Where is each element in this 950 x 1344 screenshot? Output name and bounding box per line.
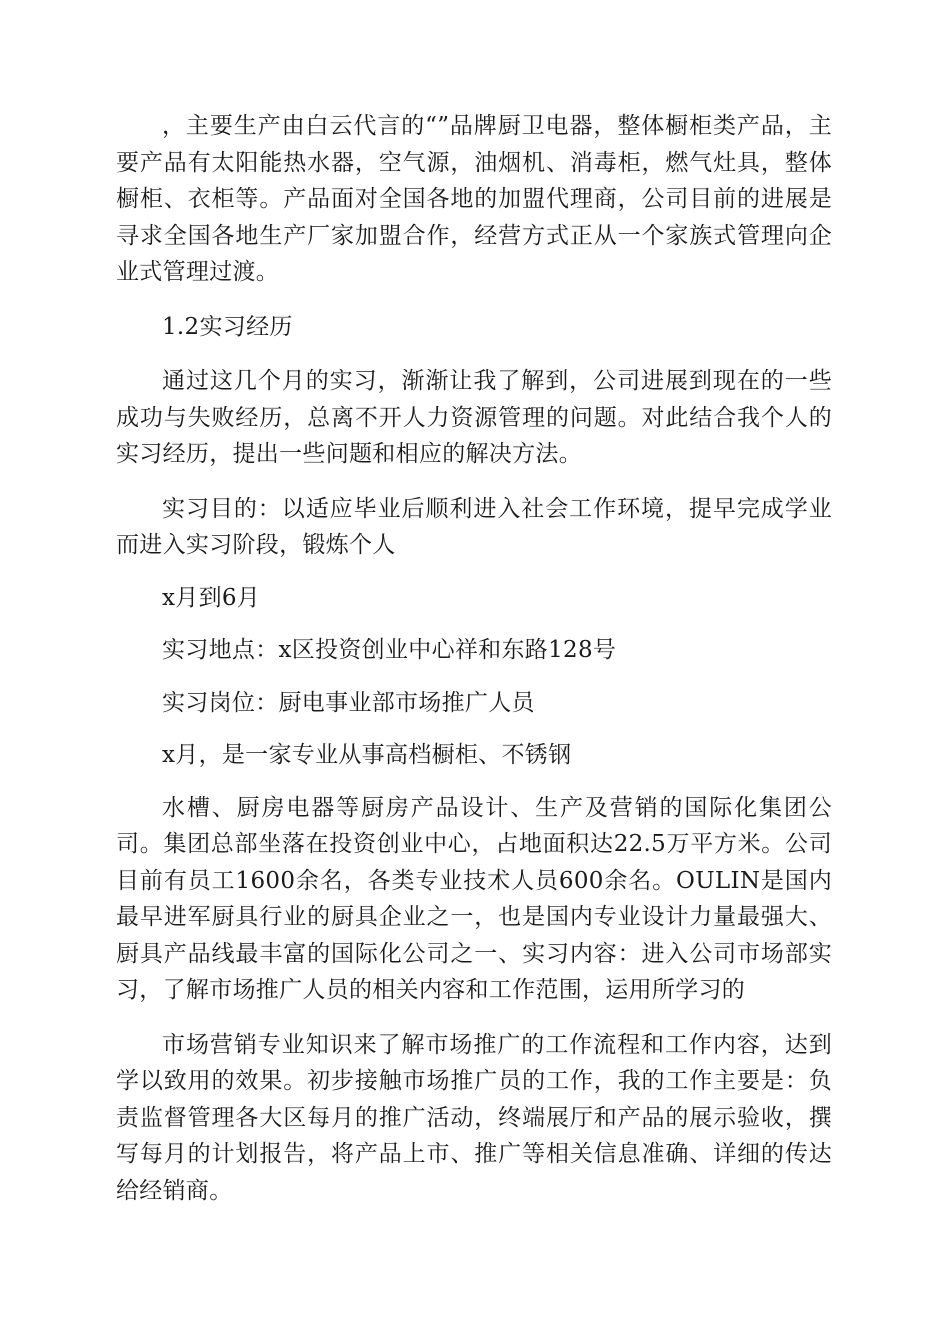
- paragraph-company-intro: x月，是一家专业从事高档橱柜、不锈钢: [162, 742, 572, 768]
- paragraph-company-products: ，主要生产由白云代言的“”品牌厨卫电器，整体橱柜类产品，主要产品有太阳能热水器，空气源，油烟机、消毒柜，燃气灶具，整体橱柜、衣柜等。产品面对全国各地的加盟代理商，公司目前的进展是寻求全国各地生产厂家加盟合作，经营方式正从一个家族式管理向企业式管理过渡。: [116, 113, 832, 285]
- paragraph-internship-purpose: 实习目的：以适应毕业后顺利进入社会工作环境，提早完成学业而进入实习阶段，锻炼个人: [116, 495, 832, 558]
- paragraph-internship-intro: 通过这几个月的实习，渐渐让我了解到，公司进展到现在的一些成功与失败经历，总离不开人力资源管理的问题。对此结合我个人的实习经历，提出一些问题和相应的解决方法。: [116, 368, 832, 467]
- document-page: [116, 108, 832, 1209]
- paragraph-work-content: 市场营销专业知识来了解市场推广的工作流程和工作内容，达到学以致用的效果。初步接触市场推广员的工作，我的工作主要是：负责监督管理各大区每月的推广活动，终端展厅和产品的展示验收，撰写每月的计划报告，将产品上市、推广等相关信息准确、详细的传达给经销商。: [116, 1031, 832, 1204]
- paragraph-company-details: 水槽、厨房电器等厨房产品设计、生产及营销的国际化集团公司。集团总部坐落在投资创业中心，占地面积达22.5万平方米。公司目前有员工1600余名，各类专业技术人员600余名。OULIN是国内最早进军厨具行业的厨具企业之一，也是国内专业设计力量最强大、厨具产品线最丰富的国际化公司之一、实习内容：进入公司市场部实习，了解市场推广人员的相关内容和工作范围，运用所学习的: [116, 794, 832, 1003]
- paragraph-internship-location: 实习地点：x区投资创业中心祥和东路128号: [162, 637, 617, 663]
- section-heading-internship: 1.2实习经历: [162, 313, 293, 340]
- paragraph-internship-position: 实习岗位：厨电事业部市场推广人员: [162, 689, 535, 716]
- paragraph-internship-period: x月到6月: [162, 584, 261, 611]
